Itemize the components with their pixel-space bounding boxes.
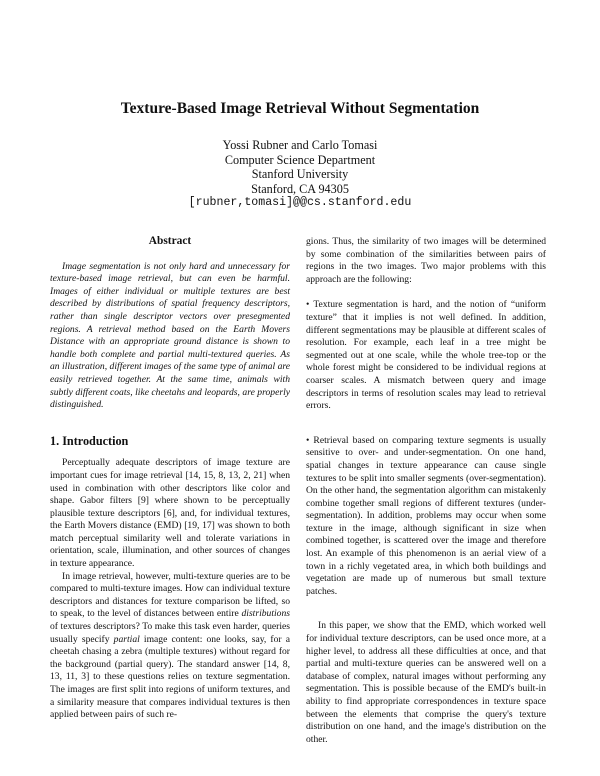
intro-p2-text-b: of textures descriptors? To make this task even harder, queries usually specify	[50, 621, 290, 645]
intro-p2-text-c: image content: one looks, say, for a cheetah chasing a zebra (multiple textures) without regard for the background (partial query). The standard answer [14, 8, 13, 11, 3] to these questions relies on texture segmentation. The images are first split into regions of uniform textures, and a similarity measure that compares individual textures is then applied between pairs of such re-	[50, 633, 290, 721]
author-city: Stanford, CA 94305	[251, 181, 349, 196]
intro-p2-text-a: In image retrieval, however, multi-texture queries are to be compared to multi-texture images. How can individual texture descriptors and distances for texture comparison be lifted, so to speak, to the level of distances between entire	[50, 570, 290, 620]
author-email: [rubner,tomasi]@@cs.stanford.edu	[188, 196, 412, 210]
right-paragraph-contribution: In this paper, we show that the EMD, which worked well for individual texture descriptors, can be used once more, at a higher level, to address all these difficulties at once, and that partial and multi-texture queries can be answered well on a database of complex, natural images without performing any segmentation. This is possible because of the EMD's built-in ability to find appropriate correspondences in texture space between the elements that comprise the query's texture distribution on one hand, and the image's distribution on the other.	[306, 620, 546, 745]
right-paragraph-continuation: gions. Thus, the similarity of two images will be determined by some combination of the similarities between pairs of regions in the two images. Two major problems with this approach are the following:	[306, 236, 546, 285]
paper-title: Texture-Based Image Retrieval Without Segmentation	[120, 100, 480, 117]
right-column	[306, 236, 546, 746]
abstract-heading: Abstract	[148, 235, 192, 247]
intro-p2-emphasis-partial: partial	[113, 633, 140, 645]
author-names: Yossi Rubner and Carlo Tomasi	[222, 138, 378, 152]
intro-p2-emphasis-distributions: distributions	[241, 608, 290, 620]
bullet-retrieval-sensitive: • Retrieval based on comparing texture segments is usually sensitive to over- and under-segmentation. On one hand, spatial changes in texture appearance can cause single textures to be split into smaller segments (over-segmentation). On the other hand, the segmentation algorithm can mistakenly combine together small regions of different textures (under-segmentation). In addition, problems may occur when some texture in the image, although significant in size when combined together, is scattered over the image and therefore lost. An example of this phenomenon is an aerial view of a town in a richly vegetated area, in which both buildings and vegetation are made up of numerous but small texture patches.	[306, 434, 546, 597]
author-university: Stanford University	[251, 167, 349, 182]
intro-paragraph-2	[50, 571, 290, 722]
bullet-segmentation-hard: • Texture segmentation is hard, and the notion of “uniform texture” that it implies is not well defined. In addition, different segmentations may be plausible at different scales of resolution. For example, each leaf in a tree might be segmented out at one scale, while the whole tree-top or the whole forest might be considered to be individual regions at coarser scales. A mismatch between query and image descriptors in terms of resolution scales may lead to retrieval errors.	[306, 299, 546, 412]
spacer	[306, 413, 546, 435]
author-department: Computer Science Department	[224, 152, 376, 167]
left-column	[50, 235, 290, 722]
author-block	[0, 138, 600, 211]
introduction-heading: 1. Introduction	[50, 433, 129, 448]
abstract-text: Image segmentation is not only hard and unnecessary for texture-based image retrieval, but can even be harmful. Images of either individual or multiple textures are best described by distributions of spatial frequency descriptors, rather than single descriptor vectors over presegmented regions. A retrieval method based on the Earth Movers Distance with an appropriate ground distance is shown to handle both complete and partial multi-textured queries. As an illustration, different images of the same type of animal are easily retrieved together. At the same time, animals with subtly different coats, like cheetahs and leopards, are properly distinguished.	[50, 260, 290, 411]
spacer	[306, 598, 546, 620]
intro-paragraph-1: Perceptually adequate descriptors of image texture are important cues for image retrieval [14, 15, 8, 13, 2, 21] when used in combination with other descriptors like color and shape. Gabor filters [9] where shown to be perceptually plausible texture descriptors [6], and, for individual textures, the Earth Movers distance (EMD) [19, 17] was shown to both match perceptual similarity well and tolerate variations in orientation, scale, illumination, and other sources of changes in texture appearance.	[50, 457, 290, 570]
spacer	[306, 286, 546, 299]
